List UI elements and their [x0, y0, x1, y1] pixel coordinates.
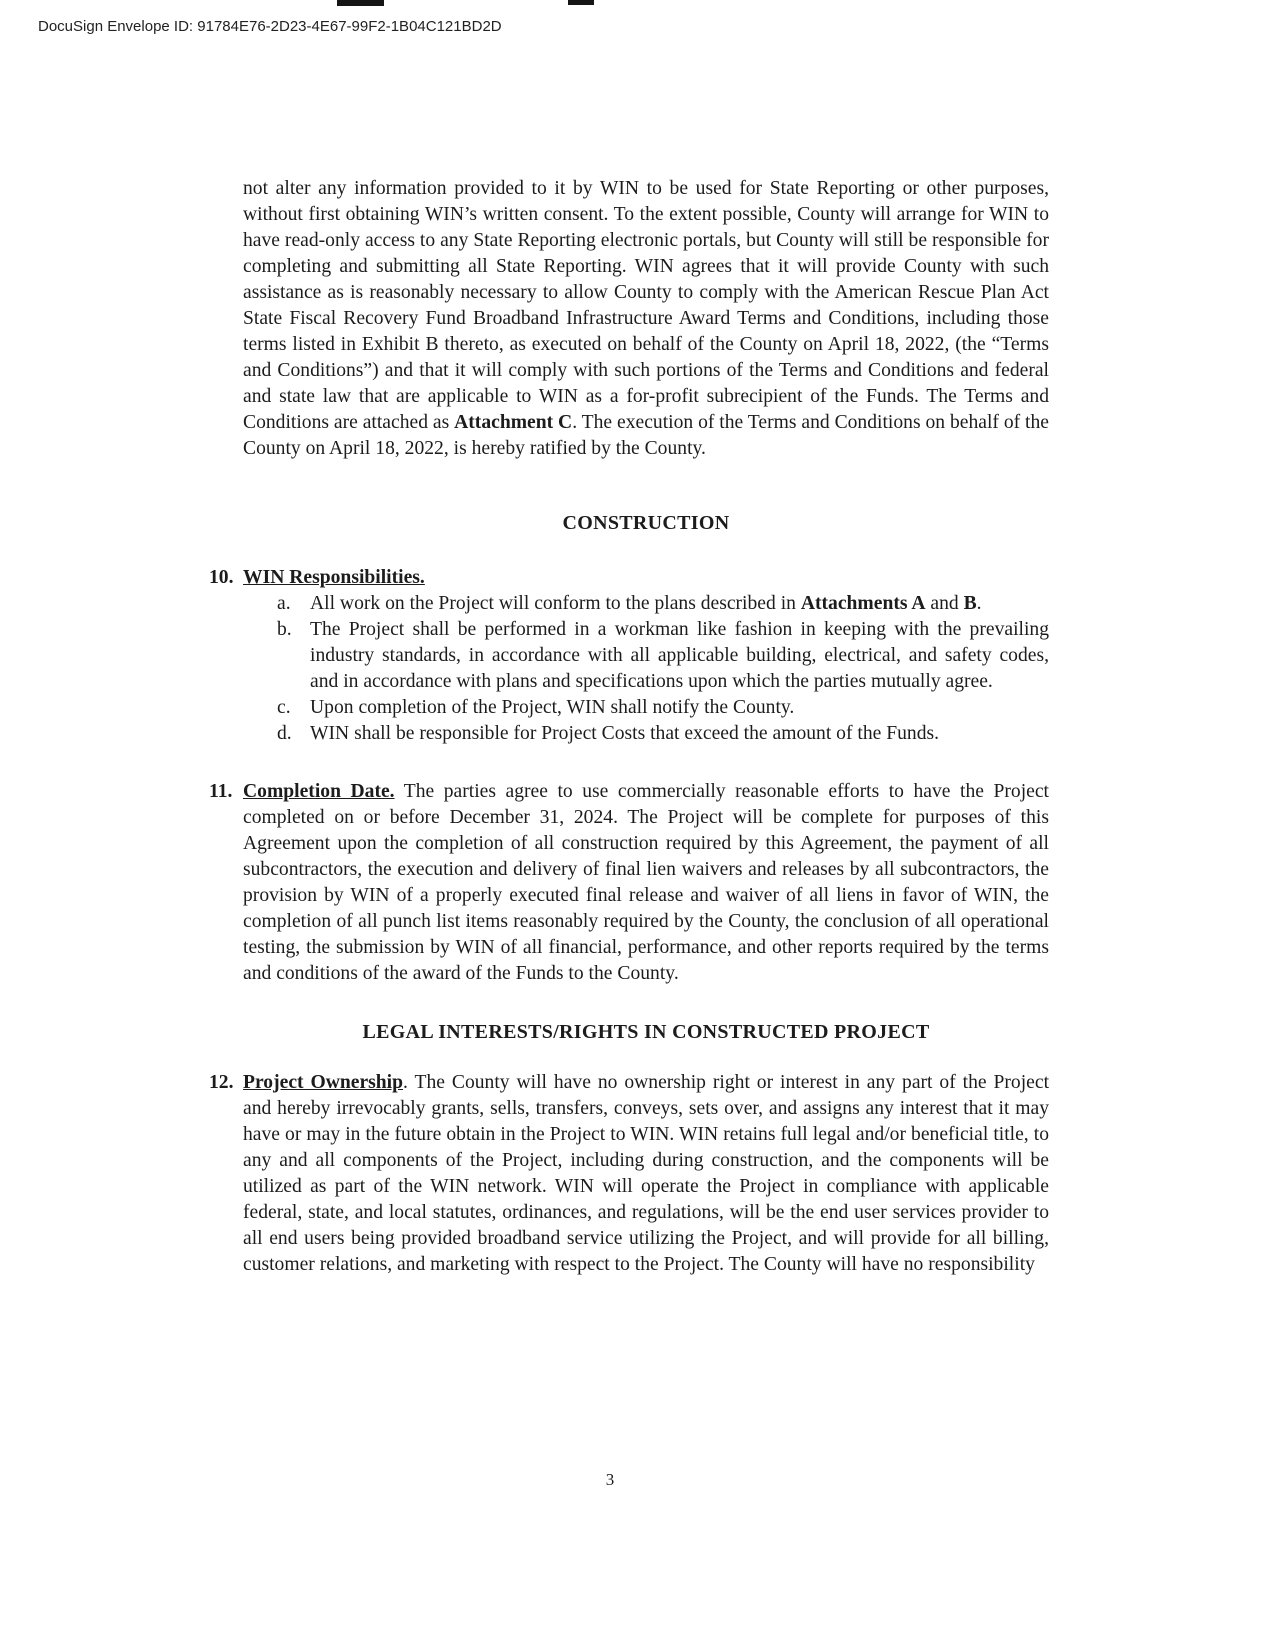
clause-11-text: Completion Date. The parties agree to use commercially reasonable efforts to have the Project completed on or before December 31, 2024. The Project will be complete for purposes of this Agreement upon the completion of all construction required by this Agreement, the payment of all subcontractors, the execution and delivery of final lien waivers and releases by all subcontractors, the provision by WIN of a properly executed final release and waiver of all liens in favor of WIN, the completion of all punch list items reasonably required by the County, the conclusion of all operational testing, the submission by WIN of all financial, performance, and other reports required by the terms and conditions of the award of the Funds to the County. [243, 781, 1050, 984]
clause-10-item-c [277, 695, 1049, 721]
scan-artifact [568, 0, 594, 5]
clause-10-item-a [277, 591, 1049, 617]
subitem-text-a: All work on the Project will conform to the plans described in Attachments A and B. [310, 593, 982, 614]
subitem-label-c: c. [277, 697, 291, 718]
docusign-envelope-id: DocuSign Envelope ID: 91784E76-2D23-4E67-99F2-1B04C121BD2D [38, 18, 502, 35]
subitem-text-b: The Project shall be performed in a workman like fashion in keeping with the prevailing industry standards, in accordance with all applicable building, electrical, and safety codes, and in accordance with plans and specifications upon which the parties mutually agree. [310, 619, 1049, 692]
clause-10 [209, 565, 1049, 747]
subitem-label-a: a. [277, 593, 291, 614]
clause-10-title: WIN Responsibilities. [243, 567, 425, 588]
section-heading-legal: LEGAL INTERESTS/RIGHTS IN CONSTRUCTED PROJECT [362, 1021, 930, 1043]
clause-11 [209, 779, 1050, 987]
scan-artifact [337, 0, 384, 6]
document-body [209, 176, 1050, 1278]
clause-12 [209, 1070, 1050, 1278]
clause-10-item-b [277, 617, 1049, 695]
intro-paragraph: not alter any information provided to it by WIN to be used for State Reporting or other purposes, without first obtaining WIN’s written consent. To the extent possible, County will arrange for WIN to have read-only access to any State Reporting electronic portals, but County will still be responsible for completing and submitting all State Reporting. WIN agrees that it will provide County with such assistance as is reasonably necessary to allow County to comply with the American Rescue Plan Act State Fiscal Recovery Fund Broadband Infrastructure Award Terms and Conditions, including those terms listed in Exhibit B thereto, as executed on behalf of the County on April 18, 2022, (the “Terms and Conditions”) and that it will comply with such portions of the Terms and Conditions and federal and state law that are applicable to WIN as a for-profit subrecipient of the Funds. The Terms and Conditions are attached as Attachment C. The execution of the Terms and Conditions on behalf of the County on April 18, 2022, is hereby ratified by the County. [243, 178, 1049, 459]
clause-11-number: 11. [209, 781, 233, 802]
clause-10-item-d [277, 721, 1049, 747]
subitem-text-c: Upon completion of the Project, WIN shall notify the County. [310, 697, 795, 718]
subitem-text-d: WIN shall be responsible for Project Costs that exceed the amount of the Funds. [310, 723, 940, 744]
subitem-label-d: d. [277, 723, 292, 744]
clause-10-sublist [277, 591, 1049, 747]
subitem-label-b: b. [277, 619, 292, 640]
clause-12-number: 12. [209, 1072, 234, 1093]
clause-12-text: Project Ownership. The County will have no ownership right or interest in any part of the Project and hereby irrevocably grants, sells, transfers, conveys, sets over, and assigns any interest that it may have or may in the future obtain in the Project to WIN. WIN retains full legal and/or beneficial title, to any and all components of the Project, including during construction, and the components will be utilized as part of the WIN network. WIN will operate the Project in compliance with applicable federal, state, and local statutes, ordinances, and regulations, will be the end user services provider to all end users being provided broadband service utilizing the Project, and will provide for all billing, customer relations, and marketing with respect to the Project. The County will have no responsibility [243, 1072, 1050, 1275]
clause-10-number: 10. [209, 567, 234, 588]
section-heading-construction: CONSTRUCTION [562, 512, 730, 534]
page-number: 3 [605, 1470, 615, 1489]
